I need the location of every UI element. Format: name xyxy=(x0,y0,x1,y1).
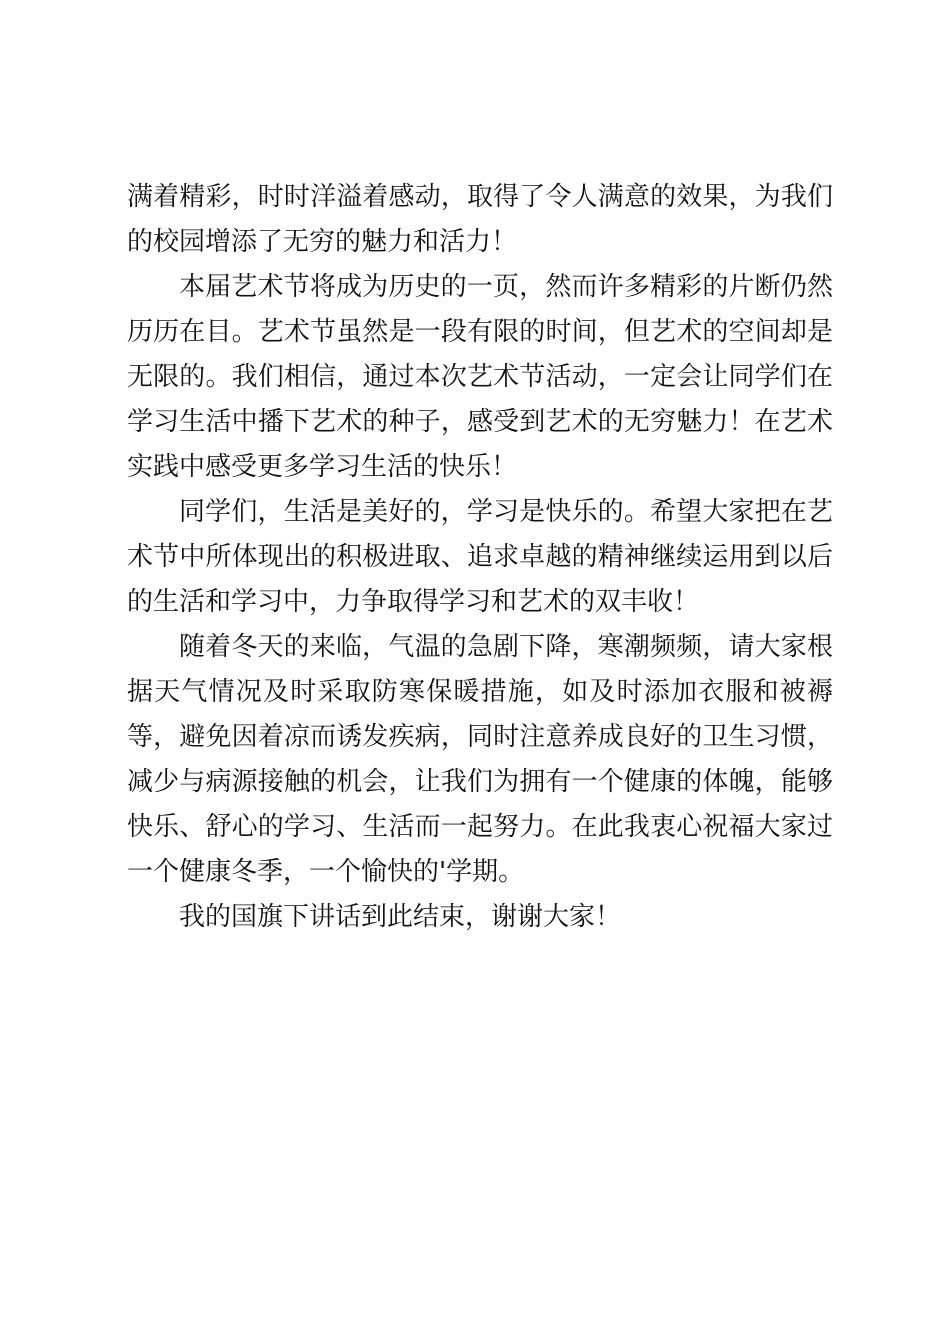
paragraph-4: 随着冬天的来临，气温的急剧下降，寒潮频频，请大家根据天气情况及时采取防寒保暖措施，如及时添加衣服和被褥等，避免因着凉而诱发疾病，同时注意养成良好的卫生习惯，减少与病源接触的机会，让我们为拥有一个健康的体魄，能够快乐、舒心的学习、生活而一起努力。在此我衷心祝福大家过一个健康冬季，一个愉快的'学期。 xyxy=(127,632,833,887)
paragraph-5: 我的国旗下讲话到此结束，谢谢大家！ xyxy=(179,902,622,932)
paragraph-1: 满着精彩，时时洋溢着感动，取得了令人满意的效果，为我们的校园增添了无穷的魅力和活力！ xyxy=(127,182,833,257)
paragraph-3: 同学们，生活是美好的，学习是快乐的。希望大家把在艺术节中所体现出的积极进取、追求卓越的精神继续运用到以后的生活和学习中，力争取得学习和艺术的双丰收！ xyxy=(127,497,833,617)
paragraph-2: 本届艺术节将成为历史的一页，然而许多精彩的片断仍然历历在目。艺术节虽然是一段有限的时间，但艺术的空间却是无限的。我们相信，通过本次艺术节活动，一定会让同学们在学习生活中播下艺术的种子，感受到艺术的无穷魅力！在艺术实践中感受更多学习生活的快乐！ xyxy=(127,272,833,482)
speech-body xyxy=(127,175,833,940)
